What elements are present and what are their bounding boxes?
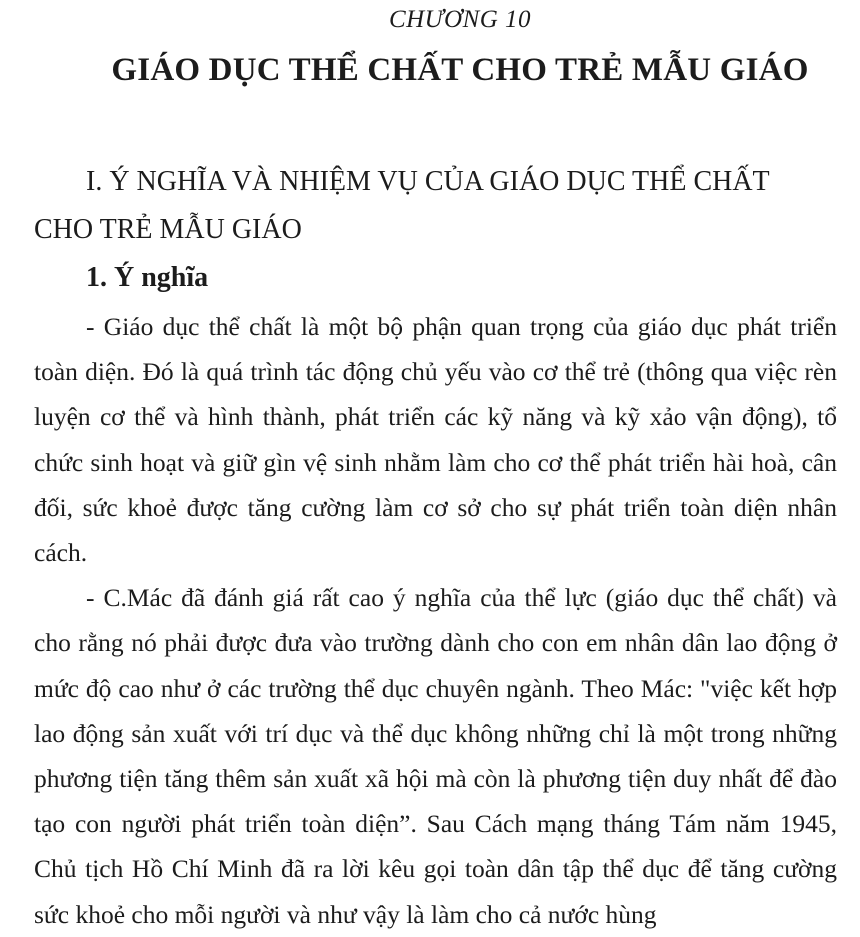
subheading: 1. Ý nghĩa (86, 262, 209, 293)
chapter-label: CHƯƠNG 10 (388, 6, 532, 33)
chapter-title: GIÁO DỤC THỂ CHẤT CHO TRẺ MẪU GIÁO (111, 52, 809, 88)
body-text (34, 304, 837, 937)
paragraph: - C.Mác đã đánh giá rất cao ý nghĩa của thể lực (giáo dục thể chất) và cho rằng nó phải được đưa vào trường dành cho con em nhân dân lao động ở mức độ cao như ở các trường thể dục chuyên ngành. Theo Mác: "việc kết hợp lao động sản xuất với trí dục và thể dục không những chỉ là một trong những phương tiện tăng thêm sản xuất xã hội mà còn là phương tiện duy nhất để đào tạo con người phát triển toàn diện”. Sau Cách mạng tháng Tám năm 1945, Chủ tịch Hồ Chí Minh đã ra lời kêu gọi toàn dân tập thể dục để tăng cường sức khoẻ cho mỗi người và như vậy là làm cho cả nước hùng (34, 583, 837, 929)
paragraph: - Giáo dục thể chất là một bộ phận quan trọng của giáo dục phát triển toàn diện. Đó là quá trình tác động chủ yếu vào cơ thể trẻ (thông qua việc rèn luyện cơ thể và hình thành, phát triển các kỹ năng và kỹ xảo vận động), tổ chức sinh hoạt và giữ gìn vệ sinh nhằm làm cho cơ thể phát triển hài hoà, cân đối, sức khoẻ được tăng cường làm cơ sở cho sự phát triển toàn diện nhân cách. (34, 312, 837, 568)
section-heading: I. Ý NGHĨA VÀ NHIỆM VỤ CỦA GIÁO DỤC THỂ CHẤT CHO TRẺ MẪU GIÁO (34, 166, 770, 245)
